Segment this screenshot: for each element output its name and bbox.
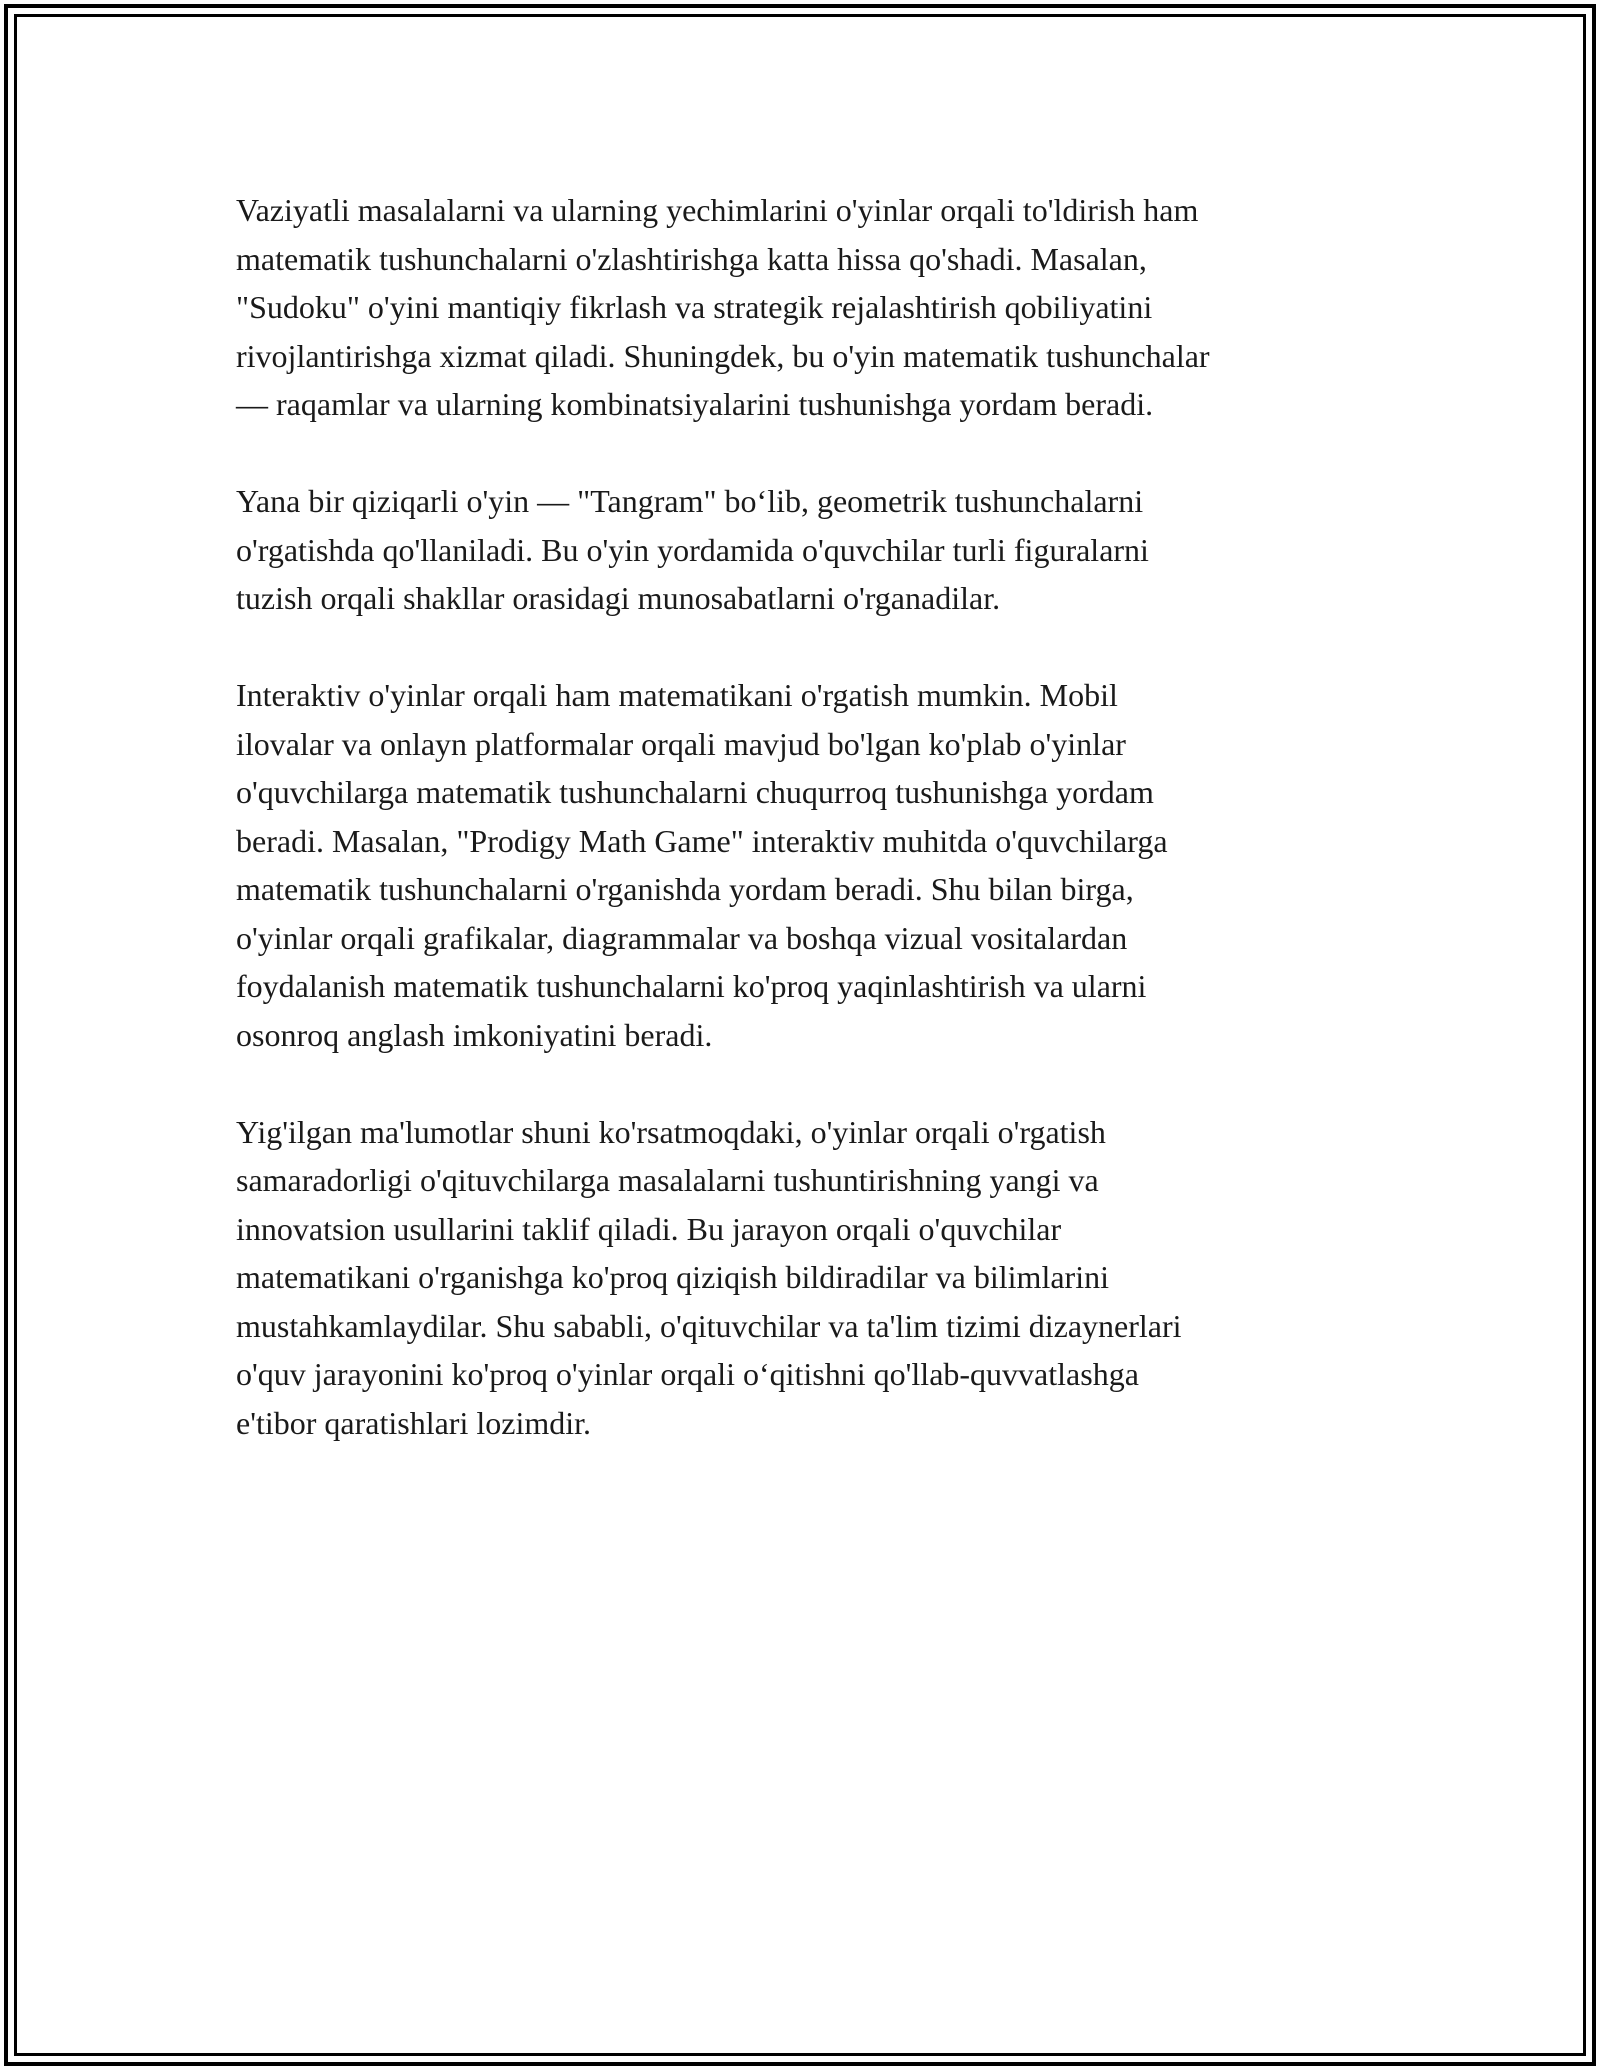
paragraph-sudoku: Vaziyatli masalalarni va ularning yechimlarini o'yinlar orqali to'ldirish ham matematik tushunchalarni o'zlashtirishga katta hissa qo'shadi. Masalan, "Sudoku" o'yini mantiqiy fikrlash va strategik rejalashtirish qobiliyatini rivojlantirishga xizmat qiladi. Shuningdek, bu o'yin matematik tushunchalar — raqamlar va ularning kombinatsiyalarini tushunishga yordam beradi. — [236, 192, 1210, 422]
paragraph-interactive-games: Interaktiv o'yinlar orqali ham matematikani o'rgatish mumkin. Mobil ilovalar va onlayn platformalar orqali mavjud bo'lgan ko'plab o'yinlar o'quvchilarga matematik tushunchalarni chuqurroq tushunishga yordam beradi. Masalan, "Prodigy Math Game" interaktiv muhitda o'quvchilarga matematik tushunchalarni o'rganishda yordam beradi. Shu bilan birga, o'yinlar orqali grafikalar, diagrammalar va boshqa vizual vositalardan foydalanish matematik tushunchalarni ko'proq yaqinlashtirish va ularni osonroq anglash imkoniyatini beradi. — [236, 677, 1168, 1053]
paragraph-conclusion: Yig'ilgan ma'lumotlar shuni ko'rsatmoqdaki, o'yinlar orqali o'rgatish samaradorligi o'qituvchilarga masalalarni tushuntirishning yangi va innovatsion usullarini taklif qiladi. Bu jarayon orqali o'quvchilar matematikani o'rganishga ko'proq qiziqish bildiradilar va bilimlarini mustahkamlaydilar. Shu sababli, o'qituvchilar va ta'lim tizimi dizaynerlari o'quv jarayonini ko'proq o'yinlar orqali o‘qitishni qo'llab-quvvatlashga e'tibor qaratishlari lozimdir. — [236, 1113, 1182, 1441]
document-body — [236, 186, 1366, 1496]
paragraph-tangram: Yana bir qiziqarli o'yin — "Tangram" bo‘lib, geometrik tushunchalarni o'rgatishda qo'llaniladi. Bu o'yin yordamida o'quvchilar turli figuralarni tuzish orqali shakllar orasidagi munosabatlarni o'rganadilar. — [236, 483, 1149, 616]
